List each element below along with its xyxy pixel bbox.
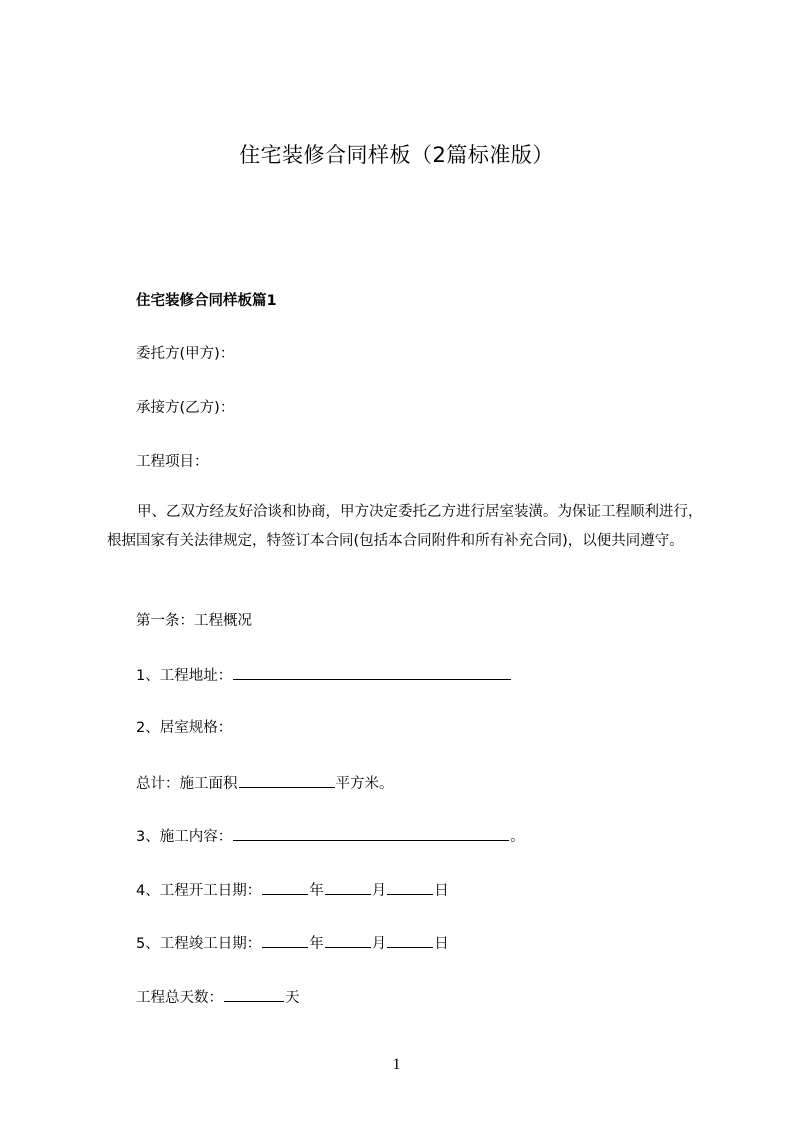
project-label: 工程项目： xyxy=(136,454,209,470)
item-address-label: 1、工程地址： xyxy=(136,668,233,684)
start-month-blank xyxy=(325,879,371,895)
article-1-heading: 第一条：工程概况 xyxy=(136,613,252,629)
total-area-suffix: 平方米。 xyxy=(335,776,394,792)
document-title: 住宅装修合同样板（2篇标准版） xyxy=(239,143,554,167)
item-total-days xyxy=(136,986,300,1008)
construction-content-label: 3、施工内容： xyxy=(136,829,233,845)
total-days-unit: 天 xyxy=(285,990,300,1006)
contractor-label: 承接方(乙方)： xyxy=(136,400,235,416)
item-completion-date xyxy=(136,932,449,954)
start-day-blank xyxy=(387,879,433,895)
page-number: 1 xyxy=(392,1056,401,1073)
total-area-prefix: 总计：施工面积 xyxy=(136,776,238,792)
end-month-blank xyxy=(325,932,371,948)
end-day-unit: 日 xyxy=(434,936,449,952)
end-day-blank xyxy=(387,932,433,948)
item-construction-content xyxy=(136,825,525,847)
area-blank xyxy=(239,772,335,788)
section-heading: 住宅装修合同样板篇1 xyxy=(136,293,277,309)
start-year-blank xyxy=(262,879,308,895)
item-start-date xyxy=(136,879,449,901)
completion-date-label: 5、工程竣工日期： xyxy=(136,936,262,952)
start-year-unit: 年 xyxy=(309,883,324,899)
content-blank xyxy=(233,825,509,841)
item-total-area xyxy=(136,772,394,794)
address-blank xyxy=(233,664,511,680)
total-days-label: 工程总天数： xyxy=(136,990,223,1006)
item-address xyxy=(136,664,512,686)
days-blank xyxy=(224,986,284,1002)
item-room-spec: 2、居室规格： xyxy=(136,720,233,736)
start-day-unit: 日 xyxy=(434,883,449,899)
client-label: 委托方(甲方)： xyxy=(136,346,235,362)
start-month-unit: 月 xyxy=(371,883,387,899)
end-year-unit: 年 xyxy=(309,936,324,952)
intro-paragraph: 甲、乙双方经友好洽谈和协商，甲方决定委托乙方进行居室装潢。为保证工程顺利进行，根据国家有关法律规定，特签订本合同(包括本合同附件和所有补充合同)，以便共同遵守。 xyxy=(107,504,703,549)
end-month-unit: 月 xyxy=(371,936,387,952)
start-date-label: 4、工程开工日期： xyxy=(136,883,262,899)
end-year-blank xyxy=(262,932,308,948)
construction-content-end: 。 xyxy=(510,829,525,845)
